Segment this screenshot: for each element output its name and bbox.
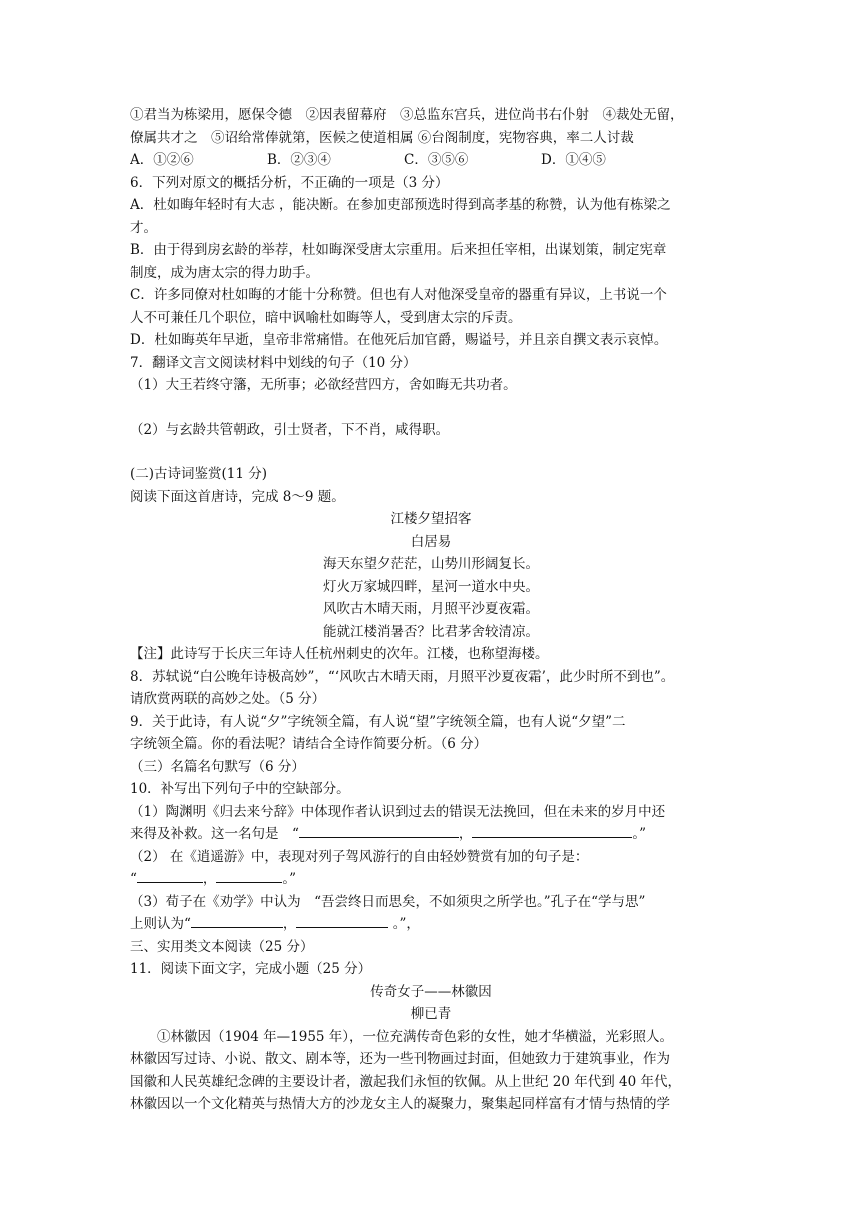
blank-answer-6[interactable] bbox=[296, 913, 388, 928]
q6-option-b-line-2: 制度，成为唐太宗的得力助手。 bbox=[130, 264, 319, 281]
q6-stem: 6．下列对原文的概括分析，不正确的一项是（3 分） bbox=[130, 174, 449, 191]
q10-item-2-prefix: “ bbox=[130, 871, 137, 887]
poem-line-3: 风吹古木晴天雨，月照平沙夏夜霜。 bbox=[323, 601, 539, 617]
q10-item-3-prefix: 上则认为“ bbox=[130, 916, 191, 932]
blank-answer-2[interactable] bbox=[472, 823, 632, 838]
q10-item-3-line-1: （3）荀子在《劝学》中认为 “吾尝终日而思矣，不如须臾之所学也。”孔子在“学与思” bbox=[130, 893, 646, 910]
blank-answer-4[interactable] bbox=[216, 868, 282, 883]
q10-item-3-line-2 bbox=[130, 913, 732, 936]
article-paragraph-line-1: ①林徽因（1904 年—1955 年），一位充满传奇色彩的女性，她才华横溢，光彩照人。 bbox=[157, 1028, 674, 1045]
part-3-title: 三、实用类文本阅读（25 分） bbox=[130, 938, 314, 955]
q5-option-c: C．③⑤⑥ bbox=[404, 152, 469, 168]
q8-line-2: 请欣赏两联的高妙之处。（5 分） bbox=[130, 691, 326, 707]
q5-option-b: B．②③④ bbox=[267, 152, 331, 168]
q10-item-1-prefix: 来得及补救。这一名句是 “ bbox=[130, 826, 299, 842]
q6-option-c-line-1: C．许多同僚对杜如晦的才能十分称赞。但也有人对他深受皇帝的器重有异议，上书说一个 bbox=[130, 287, 667, 303]
q10-item-2-line-1: （2） 在《逍遥游》中，表现对列子驾风游行的自由轻妙赞赏有加的句子是： bbox=[130, 848, 589, 865]
section-3-title: （三）名篇名句默写（6 分） bbox=[130, 758, 305, 775]
q10-item-1-comma: ， bbox=[458, 826, 473, 842]
section-2-title: (二)古诗词鉴赏(11 分) bbox=[130, 466, 268, 482]
q7-stem: 7．翻译文言文阅读材料中划线的句子（10 分） bbox=[130, 354, 417, 371]
q6-option-c-line-2: 人不可兼任几个职位，暗中讽喻杜如晦等人，受到唐太宗的斥责。 bbox=[130, 309, 522, 326]
poem-title: 江楼夕望招客 bbox=[390, 511, 472, 527]
blank-answer-5[interactable] bbox=[191, 913, 283, 928]
poem-line-4: 能就江楼消暑否？比君茅舍较清凉。 bbox=[323, 623, 539, 640]
q5-items-line-1: ①君当为栋梁用，愿保令德 ②因表留幕府 ③总监东宫兵，进位尚书右仆射 ④裁处无留， bbox=[130, 107, 684, 123]
q10-item-3-comma: ， bbox=[282, 916, 297, 932]
q5-items-line-2: 僚属共才之 ⑤诏给常俸就第，医候之使道相属 ⑥台阁制度，宪物容典，率二人讨裁 bbox=[130, 129, 634, 146]
article-paragraph-line-3: 国徽和人民英雄纪念碑的主要设计者，激起我们永恒的钦佩。从上世纪 20 年代到 40 年代， bbox=[130, 1073, 682, 1090]
q6-option-a-line-1: A．杜如晦年轻时有大志 ，能决断。在参加吏部预选时得到高孝基的称赞，认为他有栋梁之 bbox=[130, 197, 671, 213]
q10-stem: 10．补写出下列句子中的空缺部分。 bbox=[130, 781, 350, 797]
q7-sentence-1: （1）大王若终守籓，无所事；必欲经营四方，舍如晦无共功者。 bbox=[130, 377, 517, 393]
q10-item-1-suffix: 。” bbox=[632, 826, 647, 842]
q6-option-d: D．杜如晦英年早逝，皇帝非常痛惜。在他死后加官爵，赐谥号，并且亲自撰文表示哀悼。 bbox=[130, 332, 668, 348]
poem-note: 【注】此诗写于长庆三年诗人任杭州刺史的次年。江楼，也称望海楼。 bbox=[130, 646, 549, 662]
q10-item-2-line-2 bbox=[130, 868, 732, 891]
q9-line-1: 9．关于此诗，有人说“夕”字统领全篇，有人说“望”字统领全篇，也有人说“夕望”二 bbox=[130, 713, 626, 730]
q7-sentence-2: （2）与玄龄共管朝政，引士贤者，下不肖，咸得职。 bbox=[130, 421, 450, 438]
poem-author: 白居易 bbox=[410, 533, 452, 550]
q10-item-3-suffix: 。”， bbox=[388, 916, 420, 932]
blank-answer-1[interactable] bbox=[299, 823, 459, 838]
q10-item-2-suffix: 。” bbox=[282, 871, 297, 887]
q6-option-a-line-2: 才。 bbox=[130, 219, 157, 236]
q11-stem: 11．阅读下面文字，完成小题（25 分） bbox=[130, 961, 372, 977]
q6-option-b-line-1: B．由于得到房玄龄的举荐，杜如晦深受唐太宗重用。后来担任宰相，出谋划策，制定宪章 bbox=[130, 242, 667, 258]
q10-item-2-comma: ， bbox=[202, 871, 217, 887]
q10-item-1-line-2 bbox=[130, 823, 732, 846]
q5-options bbox=[130, 149, 732, 172]
q9-line-2: 字统领全篇。你的看法呢？请结合全诗作简要分析。（6 分） bbox=[130, 736, 488, 752]
poem-line-1: 海天东望夕茫茫，山势川形阔复长。 bbox=[323, 556, 539, 572]
q5-option-d: D．①④⑤ bbox=[541, 152, 606, 168]
article-title: 传奇女子——林徽因 bbox=[370, 983, 492, 1000]
q8-line-1: 8．苏轼说“白公晚年诗极高妙”，“‘风吹古木晴天雨，月照平沙夏夜霜’，此少时所不到也”。 bbox=[130, 668, 675, 685]
article-paragraph-line-2: 林徽因写过诗、小说、散文、剧本等，还为一些刊物画过封面，但她致力于建筑事业，作为 bbox=[130, 1051, 670, 1067]
section-2-intro: 阅读下面这首唐诗，完成 8～9 题。 bbox=[130, 488, 345, 505]
q10-item-1-line-1: （1）陶渊明《归去来兮辞》中体现作者认识到过去的错误无法挽回，但在未来的岁月中还 bbox=[130, 803, 666, 820]
q5-option-a: A．①②⑥ bbox=[130, 152, 194, 168]
article-paragraph-line-4: 林徽因以一个文化精英与热情大方的沙龙女主人的凝聚力，聚集起同样富有才情与热情的学 bbox=[130, 1096, 670, 1112]
blank-answer-3[interactable] bbox=[137, 868, 203, 883]
poem-line-2: 灯火万家城四畔，星河一道水中央。 bbox=[323, 578, 539, 595]
article-author: 柳已青 bbox=[410, 1006, 452, 1022]
